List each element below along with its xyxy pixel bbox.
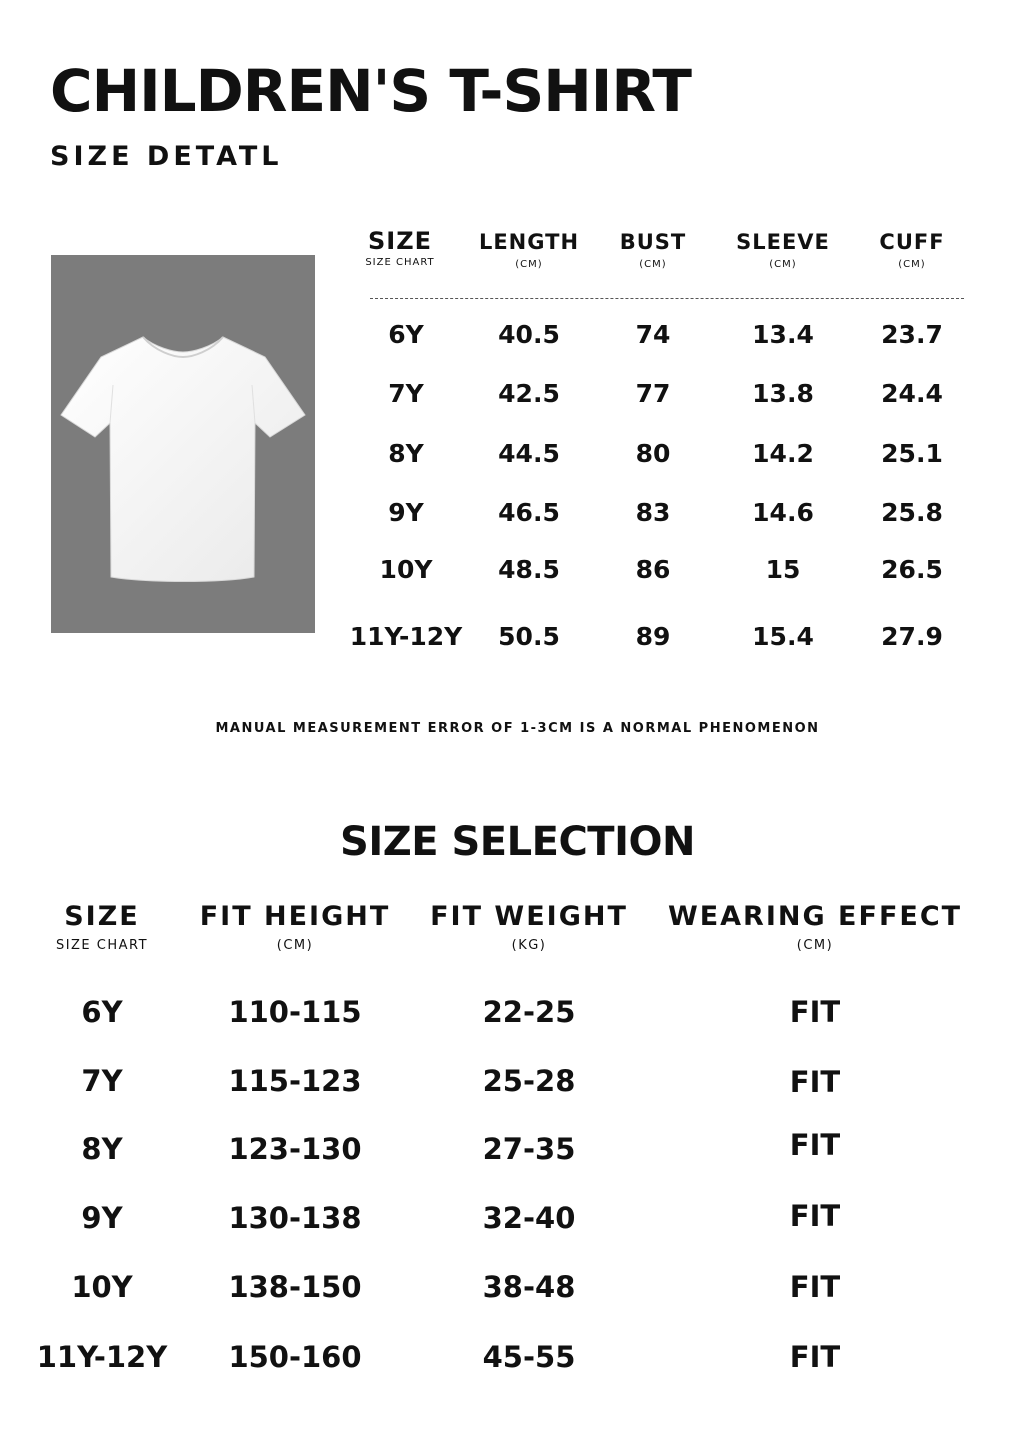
detail-header-cuff: [862, 232, 962, 270]
fit-height-cell: 130-138: [228, 1201, 362, 1235]
fit-height-cell: 115-123: [228, 1064, 362, 1098]
wearing-effect-cell: FIT: [789, 1270, 841, 1304]
size-cell: 11Y-12Y: [349, 622, 463, 651]
bust-cell: 89: [635, 622, 671, 651]
detail-header-sleeve: [723, 232, 843, 270]
bust-cell: 83: [635, 498, 671, 527]
cuff-cell: 23.7: [881, 320, 943, 349]
header-divider: [370, 298, 964, 299]
length-cell: 46.5: [498, 498, 560, 527]
header-sub: (CM): [898, 259, 926, 270]
fit-weight-cell: 25-28: [482, 1064, 576, 1098]
sleeve-cell: 13.4: [752, 320, 814, 349]
size-cell: 10Y: [71, 1270, 133, 1304]
selection-header-size: [32, 903, 172, 952]
header-sub: (KG): [511, 938, 547, 953]
header-label: SLEEVE: [736, 230, 830, 254]
sleeve-cell: 15.4: [752, 622, 814, 651]
header-sub: (CM): [515, 259, 543, 270]
fit-height-cell: 123-130: [228, 1132, 362, 1166]
header-label: BUST: [619, 230, 687, 254]
header-label: WEARING EFFECT: [667, 901, 963, 932]
fit-height-cell: 138-150: [228, 1270, 362, 1304]
fit-weight-cell: 32-40: [482, 1201, 576, 1235]
size-cell: 8Y: [81, 1132, 123, 1166]
header-sub: SIZE CHART: [365, 257, 435, 268]
sleeve-cell: 14.6: [752, 498, 814, 527]
sleeve-cell: 15: [765, 555, 801, 584]
cuff-cell: 25.8: [881, 498, 943, 527]
page-subtitle: SIZE DETATL: [50, 141, 283, 172]
product-photo: [51, 255, 315, 633]
length-cell: 42.5: [498, 379, 560, 408]
header-sub: SIZE CHART: [55, 938, 149, 953]
wearing-effect-cell: FIT: [789, 1199, 841, 1233]
header-label: SIZE: [367, 227, 432, 255]
header-label: FIT HEIGHT: [199, 901, 391, 932]
fit-height-cell: 110-115: [228, 995, 362, 1029]
size-cell: 7Y: [81, 1064, 123, 1098]
length-cell: 48.5: [498, 555, 560, 584]
size-cell: 8Y: [388, 439, 424, 468]
wearing-effect-cell: FIT: [789, 1065, 841, 1099]
size-cell: 11Y-12Y: [36, 1340, 168, 1374]
fit-weight-cell: 27-35: [482, 1132, 576, 1166]
header-label: FIT WEIGHT: [430, 901, 628, 932]
wearing-effect-cell: FIT: [789, 995, 841, 1029]
cuff-cell: 26.5: [881, 555, 943, 584]
cuff-cell: 25.1: [881, 439, 943, 468]
header-sub: (CM): [639, 259, 667, 270]
sleeve-cell: 14.2: [752, 439, 814, 468]
bust-cell: 74: [635, 320, 671, 349]
detail-header-size: [350, 229, 450, 268]
section-title: SIZE SELECTION: [340, 819, 695, 865]
bust-cell: 77: [635, 379, 671, 408]
tshirt-icon: [51, 255, 315, 633]
length-cell: 44.5: [498, 439, 560, 468]
header-sub: (CM): [796, 938, 834, 953]
fit-height-cell: 150-160: [228, 1340, 362, 1374]
detail-header-bust: [603, 232, 703, 270]
header-label: SIZE: [64, 901, 140, 932]
fit-weight-cell: 38-48: [482, 1270, 576, 1304]
selection-header-fit-height: [195, 903, 395, 952]
header-label: LENGTH: [478, 230, 580, 254]
cuff-cell: 27.9: [881, 622, 943, 651]
length-cell: 50.5: [498, 622, 560, 651]
cuff-cell: 24.4: [881, 379, 943, 408]
bust-cell: 86: [635, 555, 671, 584]
wearing-effect-cell: FIT: [789, 1340, 841, 1374]
size-cell: 9Y: [388, 498, 424, 527]
size-cell: 9Y: [81, 1201, 123, 1235]
wearing-effect-cell: FIT: [789, 1128, 841, 1162]
header-sub: (CM): [769, 259, 797, 270]
size-cell: 6Y: [388, 320, 424, 349]
length-cell: 40.5: [498, 320, 560, 349]
fit-weight-cell: 22-25: [482, 995, 576, 1029]
sleeve-cell: 13.8: [752, 379, 814, 408]
header-label: CUFF: [879, 230, 945, 254]
size-cell: 10Y: [379, 555, 433, 584]
page-title: CHILDREN'S T-SHIRT: [50, 57, 691, 125]
size-cell: 7Y: [388, 379, 424, 408]
bust-cell: 80: [635, 439, 671, 468]
detail-header-length: [469, 232, 589, 270]
measurement-note: MANUAL MEASUREMENT ERROR OF 1-3CM IS A NORMAL PHENOMENON: [215, 721, 820, 736]
fit-weight-cell: 45-55: [482, 1340, 576, 1374]
selection-header-fit-weight: [423, 903, 635, 952]
size-cell: 6Y: [81, 995, 123, 1029]
selection-header-wearing-effect: [660, 903, 970, 952]
header-sub: (CM): [276, 938, 314, 953]
